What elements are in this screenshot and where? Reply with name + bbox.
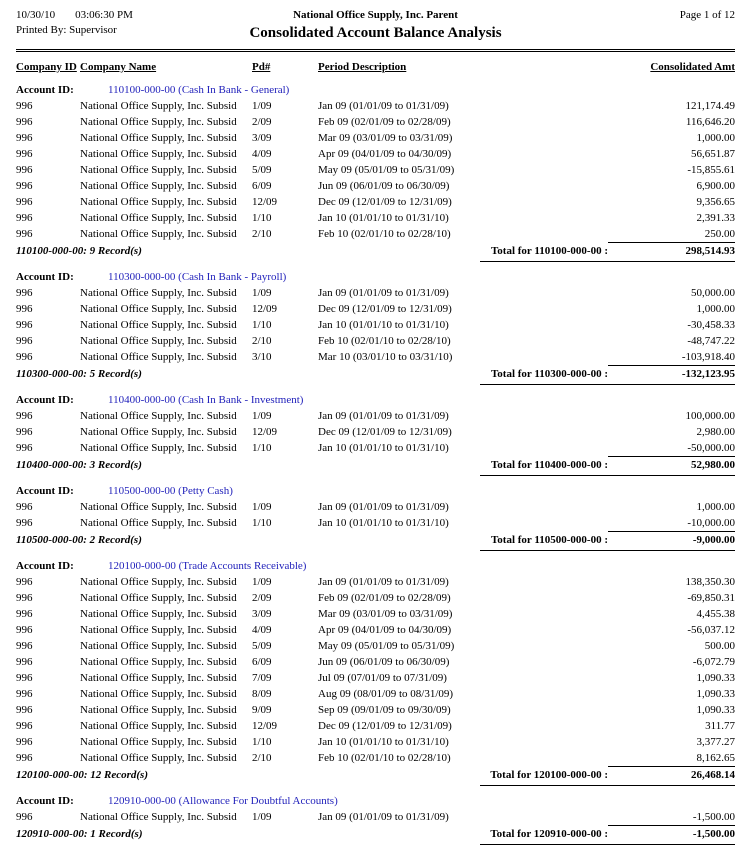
cell-company-id: 996 (16, 672, 33, 684)
account-id-label: Account ID: (16, 84, 74, 96)
total-underline (480, 785, 735, 786)
cell-consolidated-amt: -6,072.79 (692, 656, 735, 668)
cell-company-id: 996 (16, 426, 33, 438)
account-section (16, 483, 735, 551)
cell-period-description: May 09 (05/01/09 to 05/31/09) (318, 164, 455, 176)
account-section (16, 269, 735, 385)
cell-period-description: Feb 10 (02/01/10 to 02/28/10) (318, 335, 451, 347)
table-row (16, 622, 735, 638)
account-header (16, 793, 735, 809)
cell-consolidated-amt: 1,000.00 (696, 132, 735, 144)
cell-period-number: 12/09 (252, 426, 278, 438)
records-count: 120100-000-00: 12 Record(s) (16, 769, 148, 781)
account-section (16, 558, 735, 786)
cell-company-name: National Office Supply, Inc. Subsid (80, 442, 237, 454)
cell-consolidated-amt: 1,000.00 (696, 501, 735, 513)
cell-period-description: Jan 09 (01/01/09 to 01/31/09) (318, 100, 449, 112)
table-row (16, 718, 735, 734)
cell-period-description: Dec 09 (12/01/09 to 12/31/09) (318, 303, 452, 315)
account-footer (16, 242, 735, 260)
cell-company-name: National Office Supply, Inc. Subsid (80, 148, 237, 160)
cell-company-id: 996 (16, 410, 33, 422)
cell-company-id: 996 (16, 720, 33, 732)
cell-period-description: Apr 09 (04/01/09 to 04/30/09) (318, 148, 452, 160)
cell-company-name: National Office Supply, Inc. Subsid (80, 672, 237, 684)
cell-company-name: National Office Supply, Inc. Subsid (80, 180, 237, 192)
total-amount: -1,500.00 (608, 825, 735, 843)
table-row (16, 654, 735, 670)
cell-company-name: National Office Supply, Inc. Subsid (80, 640, 237, 652)
account-section (16, 82, 735, 262)
account-section (16, 793, 735, 845)
column-headers (16, 59, 735, 75)
account-id-label: Account ID: (16, 271, 74, 283)
report-time: 03:06:30 PM (75, 9, 133, 21)
cell-company-name: National Office Supply, Inc. Subsid (80, 319, 237, 331)
cell-company-name: National Office Supply, Inc. Subsid (80, 351, 237, 363)
cell-period-description: Aug 09 (08/01/09 to 08/31/09) (318, 688, 454, 700)
account-id-label: Account ID: (16, 560, 74, 572)
table-row (16, 114, 735, 130)
cell-company-name: National Office Supply, Inc. Subsid (80, 576, 237, 588)
cell-company-name: National Office Supply, Inc. Subsid (80, 426, 237, 438)
cell-company-name: National Office Supply, Inc. Subsid (80, 287, 237, 299)
cell-period-number: 1/09 (252, 576, 272, 588)
cell-company-id: 996 (16, 212, 33, 224)
cell-period-number: 4/09 (252, 148, 272, 160)
column-header-consolidated-amt: Consolidated Amt (650, 61, 735, 73)
cell-period-number: 1/09 (252, 287, 272, 299)
cell-company-id: 996 (16, 752, 33, 764)
cell-company-id: 996 (16, 335, 33, 347)
cell-period-description: Jan 10 (01/01/10 to 01/31/10) (318, 736, 449, 748)
account-header (16, 269, 735, 285)
cell-period-number: 1/09 (252, 501, 272, 513)
cell-period-description: Jan 10 (01/01/10 to 01/31/10) (318, 212, 449, 224)
cell-period-description: Jan 10 (01/01/10 to 01/31/10) (318, 442, 449, 454)
cell-consolidated-amt: 56,651.87 (691, 148, 735, 160)
cell-company-name: National Office Supply, Inc. Subsid (80, 592, 237, 604)
cell-consolidated-amt: -1,500.00 (692, 811, 735, 823)
cell-consolidated-amt: 4,455.38 (696, 608, 735, 620)
records-count: 110100-000-00: 9 Record(s) (16, 245, 142, 257)
account-rows (16, 98, 735, 242)
account-id-label: Account ID: (16, 795, 74, 807)
account-header (16, 82, 735, 98)
cell-company-id: 996 (16, 501, 33, 513)
cell-period-number: 1/09 (252, 100, 272, 112)
cell-consolidated-amt: 500.00 (704, 640, 735, 652)
table-row (16, 98, 735, 114)
total-amount: -9,000.00 (608, 531, 735, 549)
table-row (16, 162, 735, 178)
cell-period-number: 2/09 (252, 116, 272, 128)
account-id-link[interactable]: 120100-000-00 (Trade Accounts Receivable) (108, 560, 307, 572)
cell-company-id: 996 (16, 811, 33, 823)
cell-period-number: 2/10 (252, 335, 272, 347)
cell-company-name: National Office Supply, Inc. Subsid (80, 335, 237, 347)
cell-consolidated-amt: 100,000.00 (685, 410, 735, 422)
cell-company-id: 996 (16, 100, 33, 112)
cell-period-number: 1/10 (252, 517, 272, 529)
report-header-line2 (16, 24, 735, 44)
table-row (16, 317, 735, 333)
cell-company-id: 996 (16, 303, 33, 315)
cell-company-name: National Office Supply, Inc. Subsid (80, 196, 237, 208)
cell-consolidated-amt: 9,356.65 (696, 196, 735, 208)
cell-period-number: 1/09 (252, 410, 272, 422)
table-row (16, 686, 735, 702)
account-id-link[interactable]: 110300-000-00 (Cash In Bank - Payroll) (108, 271, 287, 283)
cell-company-id: 996 (16, 576, 33, 588)
table-row (16, 424, 735, 440)
cell-period-description: Feb 10 (02/01/10 to 02/28/10) (318, 228, 451, 240)
cell-period-description: Mar 10 (03/01/10 to 03/31/10) (318, 351, 453, 363)
cell-company-name: National Office Supply, Inc. Subsid (80, 688, 237, 700)
total-label: Total for 120910-000-00 : (490, 828, 608, 840)
cell-company-name: National Office Supply, Inc. Subsid (80, 720, 237, 732)
cell-period-number: 3/10 (252, 351, 272, 363)
cell-period-number: 12/09 (252, 196, 278, 208)
total-amount: -132,123.95 (608, 365, 735, 383)
table-row (16, 333, 735, 349)
table-row (16, 146, 735, 162)
cell-consolidated-amt: 138,350.30 (685, 576, 735, 588)
cell-company-name: National Office Supply, Inc. Subsid (80, 164, 237, 176)
table-row (16, 440, 735, 456)
account-header (16, 392, 735, 408)
cell-company-id: 996 (16, 180, 33, 192)
account-header (16, 483, 735, 499)
cell-consolidated-amt: -50,000.00 (687, 442, 735, 454)
cell-company-id: 996 (16, 319, 33, 331)
cell-period-number: 1/10 (252, 212, 272, 224)
cell-company-name: National Office Supply, Inc. Subsid (80, 212, 237, 224)
total-underline (480, 475, 735, 476)
report-title: Consolidated Account Balance Analysis (249, 25, 502, 41)
cell-period-description: Sep 09 (09/01/09 to 09/30/09) (318, 704, 451, 716)
table-row (16, 702, 735, 718)
cell-period-number: 9/09 (252, 704, 272, 716)
cell-company-id: 996 (16, 351, 33, 363)
cell-period-number: 1/10 (252, 319, 272, 331)
cell-consolidated-amt: 1,000.00 (696, 303, 735, 315)
total-label: Total for 120100-000-00 : (490, 769, 608, 781)
cell-company-name: National Office Supply, Inc. Subsid (80, 752, 237, 764)
cell-period-number: 6/09 (252, 656, 272, 668)
cell-company-name: National Office Supply, Inc. Subsid (80, 116, 237, 128)
table-row (16, 226, 735, 242)
cell-period-number: 2/10 (252, 228, 272, 240)
account-footer (16, 365, 735, 383)
cell-period-description: Feb 09 (02/01/09 to 02/28/09) (318, 116, 451, 128)
account-id-label: Account ID: (16, 394, 74, 406)
cell-company-id: 996 (16, 688, 33, 700)
cell-period-description: Jan 09 (01/01/09 to 01/31/09) (318, 576, 449, 588)
column-header-company-id: Company ID (16, 61, 77, 73)
report-header-line1 (16, 8, 735, 24)
account-footer (16, 825, 735, 843)
cell-period-number: 8/09 (252, 688, 272, 700)
account-header (16, 558, 735, 574)
cell-period-number: 1/10 (252, 442, 272, 454)
cell-period-description: Feb 09 (02/01/09 to 02/28/09) (318, 592, 451, 604)
cell-company-id: 996 (16, 608, 33, 620)
cell-company-id: 996 (16, 656, 33, 668)
total-underline (480, 384, 735, 385)
cell-consolidated-amt: 121,174.49 (685, 100, 735, 112)
cell-period-description: Jan 10 (01/01/10 to 01/31/10) (318, 319, 449, 331)
cell-consolidated-amt: 6,900.00 (696, 180, 735, 192)
cell-consolidated-amt: -103,918.40 (681, 351, 735, 363)
account-footer (16, 531, 735, 549)
cell-period-number: 3/09 (252, 608, 272, 620)
cell-company-name: National Office Supply, Inc. Subsid (80, 501, 237, 513)
table-row (16, 734, 735, 750)
cell-company-name: National Office Supply, Inc. Subsid (80, 228, 237, 240)
cell-consolidated-amt: 250.00 (704, 228, 735, 240)
total-underline (480, 844, 735, 845)
account-id-link[interactable]: 110500-000-00 (Petty Cash) (108, 485, 233, 497)
cell-consolidated-amt: -69,850.31 (687, 592, 735, 604)
table-row (16, 285, 735, 301)
cell-company-id: 996 (16, 116, 33, 128)
cell-consolidated-amt: 2,980.00 (696, 426, 735, 438)
cell-company-id: 996 (16, 196, 33, 208)
cell-period-description: Jun 09 (06/01/09 to 06/30/09) (318, 656, 450, 668)
cell-period-description: Jan 09 (01/01/09 to 01/31/09) (318, 811, 449, 823)
cell-period-number: 12/09 (252, 720, 278, 732)
cell-consolidated-amt: 1,090.33 (696, 672, 735, 684)
table-row (16, 670, 735, 686)
records-count: 120910-000-00: 1 Record(s) (16, 828, 143, 840)
account-footer (16, 766, 735, 784)
printed-by-label: Printed By: (16, 24, 67, 36)
cell-company-name: National Office Supply, Inc. Subsid (80, 736, 237, 748)
account-rows (16, 285, 735, 365)
table-row (16, 178, 735, 194)
cell-period-description: Jan 09 (01/01/09 to 01/31/09) (318, 501, 449, 513)
cell-consolidated-amt: -15,855.61 (687, 164, 735, 176)
total-label: Total for 110100-000-00 : (490, 245, 608, 257)
cell-period-number: 2/10 (252, 752, 272, 764)
header-divider (16, 49, 735, 52)
total-underline (480, 261, 735, 262)
cell-consolidated-amt: 2,391.33 (696, 212, 735, 224)
cell-period-number: 5/09 (252, 640, 272, 652)
cell-company-id: 996 (16, 228, 33, 240)
table-row (16, 606, 735, 622)
cell-period-description: Jan 10 (01/01/10 to 01/31/10) (318, 517, 449, 529)
cell-period-number: 4/09 (252, 624, 272, 636)
table-row (16, 638, 735, 654)
cell-company-name: National Office Supply, Inc. Subsid (80, 811, 237, 823)
cell-period-description: Jan 09 (01/01/09 to 01/31/09) (318, 287, 449, 299)
account-rows (16, 809, 735, 825)
cell-company-id: 996 (16, 736, 33, 748)
sections (16, 82, 735, 845)
cell-company-name: National Office Supply, Inc. Subsid (80, 410, 237, 422)
cell-period-number: 2/09 (252, 592, 272, 604)
cell-consolidated-amt: -30,458.33 (687, 319, 735, 331)
table-row (16, 194, 735, 210)
cell-period-description: May 09 (05/01/09 to 05/31/09) (318, 640, 455, 652)
table-row (16, 750, 735, 766)
account-id-label: Account ID: (16, 485, 74, 497)
page-indicator: Page 1 of 12 (679, 9, 735, 21)
cell-company-id: 996 (16, 624, 33, 636)
cell-period-description: Feb 10 (02/01/10 to 02/28/10) (318, 752, 451, 764)
cell-period-number: 1/10 (252, 736, 272, 748)
cell-company-id: 996 (16, 640, 33, 652)
cell-period-description: Mar 09 (03/01/09 to 03/31/09) (318, 132, 453, 144)
cell-period-description: Dec 09 (12/01/09 to 12/31/09) (318, 426, 452, 438)
cell-company-id: 996 (16, 148, 33, 160)
cell-company-id: 996 (16, 442, 33, 454)
account-id-link[interactable]: 110100-000-00 (Cash In Bank - General) (108, 84, 290, 96)
cell-consolidated-amt: 1,090.33 (696, 688, 735, 700)
account-id-link[interactable]: 110400-000-00 (Cash In Bank - Investment) (108, 394, 304, 406)
cell-company-name: National Office Supply, Inc. Subsid (80, 624, 237, 636)
table-row (16, 130, 735, 146)
total-amount: 52,980.00 (608, 456, 735, 474)
cell-company-name: National Office Supply, Inc. Subsid (80, 656, 237, 668)
cell-period-description: Dec 09 (12/01/09 to 12/31/09) (318, 720, 452, 732)
cell-company-name: National Office Supply, Inc. Subsid (80, 704, 237, 716)
table-row (16, 210, 735, 226)
account-rows (16, 574, 735, 766)
total-amount: 26,468.14 (608, 766, 735, 784)
cell-consolidated-amt: -48,747.22 (687, 335, 735, 347)
table-row (16, 590, 735, 606)
cell-period-description: Mar 09 (03/01/09 to 03/31/09) (318, 608, 453, 620)
account-footer (16, 456, 735, 474)
total-underline (480, 550, 735, 551)
cell-period-number: 1/09 (252, 811, 272, 823)
total-amount: 298,514.93 (608, 242, 735, 260)
column-header-period-number: Pd# (252, 61, 271, 73)
table-row (16, 515, 735, 531)
cell-period-description: Apr 09 (04/01/09 to 04/30/09) (318, 624, 452, 636)
account-rows (16, 408, 735, 456)
cell-period-description: Jan 09 (01/01/09 to 01/31/09) (318, 410, 449, 422)
table-row (16, 408, 735, 424)
cell-company-id: 996 (16, 592, 33, 604)
cell-consolidated-amt: 8,162.65 (696, 752, 735, 764)
total-label: Total for 110400-000-00 : (490, 459, 608, 471)
cell-company-name: National Office Supply, Inc. Subsid (80, 100, 237, 112)
printed-by-value: Supervisor (69, 24, 117, 36)
table-row (16, 809, 735, 825)
cell-consolidated-amt: 116,646.20 (685, 116, 735, 128)
cell-consolidated-amt: -56,037.12 (687, 624, 735, 636)
records-count: 110500-000-00: 2 Record(s) (16, 534, 142, 546)
cell-period-number: 7/09 (252, 672, 272, 684)
cell-company-id: 996 (16, 517, 33, 529)
report-date: 10/30/10 (16, 9, 56, 21)
cell-company-id: 996 (16, 132, 33, 144)
cell-company-name: National Office Supply, Inc. Subsid (80, 517, 237, 529)
cell-company-name: National Office Supply, Inc. Subsid (80, 303, 237, 315)
account-section (16, 392, 735, 476)
cell-company-name: National Office Supply, Inc. Subsid (80, 132, 237, 144)
cell-period-number: 5/09 (252, 164, 272, 176)
cell-consolidated-amt: 3,377.27 (696, 736, 735, 748)
cell-consolidated-amt: 1,090.33 (696, 704, 735, 716)
cell-company-id: 996 (16, 287, 33, 299)
cell-period-description: Jul 09 (07/01/09 to 07/31/09) (318, 672, 447, 684)
cell-period-description: Jun 09 (06/01/09 to 06/30/09) (318, 180, 450, 192)
cell-consolidated-amt: -10,000.00 (687, 517, 735, 529)
cell-company-id: 996 (16, 164, 33, 176)
account-rows (16, 499, 735, 531)
table-row (16, 574, 735, 590)
account-id-link[interactable]: 120910-000-00 (Allowance For Doubtful Accounts) (108, 795, 338, 807)
column-header-period-description: Period Description (318, 61, 407, 73)
cell-consolidated-amt: 50,000.00 (691, 287, 735, 299)
cell-company-name: National Office Supply, Inc. Subsid (80, 608, 237, 620)
cell-period-number: 12/09 (252, 303, 278, 315)
cell-period-number: 6/09 (252, 180, 272, 192)
table-row (16, 349, 735, 365)
cell-consolidated-amt: 311.77 (705, 720, 735, 732)
table-row (16, 301, 735, 317)
cell-period-description: Dec 09 (12/01/09 to 12/31/09) (318, 196, 452, 208)
column-header-company-name: Company Name (80, 61, 157, 73)
table-row (16, 499, 735, 515)
records-count: 110400-000-00: 3 Record(s) (16, 459, 142, 471)
cell-company-id: 996 (16, 704, 33, 716)
report-company-name: National Office Supply, Inc. Parent (293, 9, 458, 21)
total-label: Total for 110300-000-00 : (490, 368, 608, 380)
total-label: Total for 110500-000-00 : (490, 534, 608, 546)
cell-period-number: 3/09 (252, 132, 272, 144)
records-count: 110300-000-00: 5 Record(s) (16, 368, 142, 380)
